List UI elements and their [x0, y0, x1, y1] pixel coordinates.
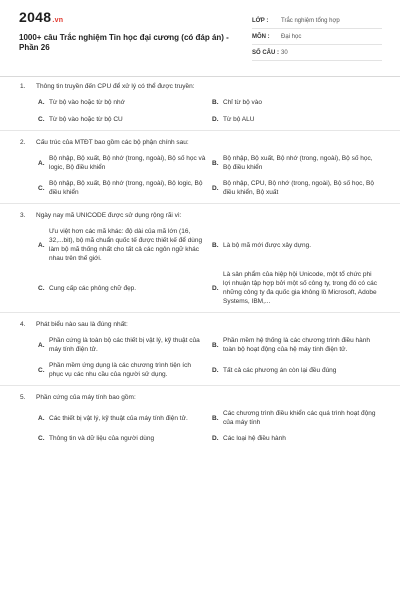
document-meta: [252, 13, 382, 61]
option-label: C.: [38, 116, 45, 123]
option-text: Cung cấp các phông chữ đẹp.: [49, 284, 137, 292]
answer-option[interactable]: [38, 227, 212, 263]
answer-option[interactable]: [212, 154, 386, 172]
question-divider: [0, 203, 400, 204]
option-label: A.: [38, 99, 45, 106]
question-text: Phát biểu nào sau là đúng nhất:: [36, 321, 128, 328]
option-label: A.: [38, 341, 45, 349]
answer-option[interactable]: [38, 434, 212, 443]
answer-option[interactable]: [38, 336, 212, 354]
meta-key: LỚP :: [252, 17, 269, 24]
question-divider: [0, 385, 400, 386]
option-text: Các thiết bị vật lý, kỹ thuật của máy tính điện tử.: [49, 414, 188, 422]
question-list: [0, 82, 400, 443]
meta-row-class: [252, 13, 382, 29]
option-text: Bộ nhập, Bộ xuất, Bộ nhớ (trong, ngoài), Bộ logic, Bộ điều khiển: [49, 180, 203, 196]
question: [0, 393, 400, 443]
meta-row-subject: [252, 29, 382, 45]
option-label: C.: [38, 366, 45, 374]
option-label: C.: [38, 184, 45, 192]
question: [0, 211, 400, 312]
answer-option[interactable]: [38, 284, 212, 293]
question-text: Ngày nay mã UNICODE được sử dụng rộng rãi vì:: [36, 212, 182, 219]
option-label: B.: [212, 414, 219, 422]
option-label: A.: [38, 159, 45, 167]
option-text: Phần mềm ứng dụng là các chương trình tiện ích phục vụ các nhu cầu của người sử dụng.: [49, 362, 191, 378]
answer-option[interactable]: [212, 115, 386, 124]
option-text: Bộ nhập, Bộ xuất, Bộ nhớ (trong, ngoài), Bộ số học và logic, Bộ điều khiển: [49, 155, 206, 171]
answer-option[interactable]: [38, 179, 212, 197]
question-number: 2.: [20, 139, 26, 146]
option-label: C.: [38, 435, 45, 442]
question: [0, 138, 400, 203]
option-label: C.: [38, 284, 45, 292]
logo-text: 2048: [19, 9, 52, 25]
question-text: Cấu trúc của MTĐT bao gồm các bộ phận chính sau:: [36, 139, 189, 146]
option-text: Tất cả các phương án còn lại đều đúng: [223, 366, 337, 374]
option-text: Là sản phẩm của hiệp hội Unicode, một tổ chức phi lợi nhuận tập hợp bởi một số công ty, trong đó có các những công ty đa quốc gia không lồ Microsoft, Adobe Systems, IBM,...: [223, 271, 377, 305]
answer-option[interactable]: [212, 270, 386, 306]
question-divider: [0, 312, 400, 313]
option-text: Các chương trình điều khiển các quá trình hoạt động của máy tính: [223, 410, 376, 426]
option-text: Từ bộ ALU: [223, 116, 255, 123]
question-number: 3.: [20, 212, 26, 219]
meta-value: Trắc nghiệm tổng hợp: [281, 17, 340, 24]
answer-option[interactable]: [212, 336, 386, 354]
question-divider: [0, 130, 400, 131]
meta-key: SỐ CÂU :: [252, 49, 279, 56]
option-text: Bộ nhập, CPU, Bộ nhớ (trong, ngoài), Bộ số học, Bộ điều khiển, Bộ xuất: [223, 180, 374, 196]
answer-option[interactable]: [38, 98, 212, 107]
option-text: Từ bộ vào hoặc từ bộ CU: [49, 116, 123, 123]
answer-option[interactable]: [212, 366, 386, 375]
option-text: Chỉ từ bộ vào: [223, 99, 263, 106]
question: [0, 82, 400, 130]
question-text: Thông tin truyền đến CPU để xử lý có thể được truyền:: [36, 83, 195, 90]
answer-option[interactable]: [38, 115, 212, 124]
header-divider: [0, 76, 400, 77]
option-label: A.: [38, 414, 45, 422]
option-label: D.: [212, 184, 219, 192]
option-text: Ưu việt hơn các mã khác: độ dài của mã lớn (16, 32,...bit), bộ mã chuẩn quốc tế được thiết kế để dùng làm bộ mã thống nhất cho tất cả các ngôn ngữ khác nhau trên thế giới.: [49, 228, 203, 262]
option-label: B.: [212, 159, 219, 167]
site-logo[interactable]: [19, 9, 63, 25]
answer-option[interactable]: [38, 414, 212, 423]
option-text: Là bộ mã mới được xây dựng.: [223, 241, 312, 249]
option-text: Thông tin và dữ liệu của người dùng: [49, 435, 155, 442]
logo-suffix: .vn: [52, 17, 64, 24]
option-label: B.: [212, 341, 219, 349]
option-label: D.: [212, 116, 219, 123]
option-text: Phần cứng là toàn bộ các thiết bị vật lý, kỹ thuật của máy tính điện tử.: [49, 337, 200, 353]
option-text: Phần mềm hệ thống là các chương trình điều hành toàn bộ hoạt động của hệ máy tính điện tử.: [223, 337, 371, 353]
question-number: 5.: [20, 394, 26, 401]
option-label: B.: [212, 241, 219, 249]
document-title: 1000+ câu Trắc nghiệm Tin học đại cương (có đáp án) - Phần 26: [19, 33, 229, 52]
option-label: B.: [212, 99, 219, 106]
option-text: Các loại hệ điều hành: [223, 435, 286, 442]
answer-option[interactable]: [38, 361, 212, 379]
question: [0, 320, 400, 385]
option-label: A.: [38, 241, 45, 249]
header: [0, 0, 400, 72]
answer-option[interactable]: [38, 154, 212, 172]
answer-option[interactable]: [212, 409, 386, 427]
question-number: 4.: [20, 321, 26, 328]
answer-option[interactable]: [212, 434, 386, 443]
option-text: Bộ nhập, Bộ xuất, Bộ nhớ (trong, ngoài), Bộ số học, Bộ điều khiển: [223, 155, 373, 171]
option-text: Từ bộ vào hoặc từ bộ nhớ: [49, 99, 125, 106]
question-number: 1.: [20, 83, 26, 90]
answer-option[interactable]: [212, 98, 386, 107]
answer-option[interactable]: [212, 179, 386, 197]
option-label: D.: [212, 435, 219, 442]
meta-row-count: [252, 45, 382, 61]
option-label: D.: [212, 284, 219, 292]
option-label: D.: [212, 366, 219, 374]
answer-option[interactable]: [212, 241, 386, 250]
meta-key: MÔN :: [252, 33, 270, 40]
question-text: Phần cứng của máy tính bao gồm:: [36, 394, 136, 401]
meta-value: 30: [281, 49, 288, 56]
meta-value: Đại học: [281, 33, 302, 40]
